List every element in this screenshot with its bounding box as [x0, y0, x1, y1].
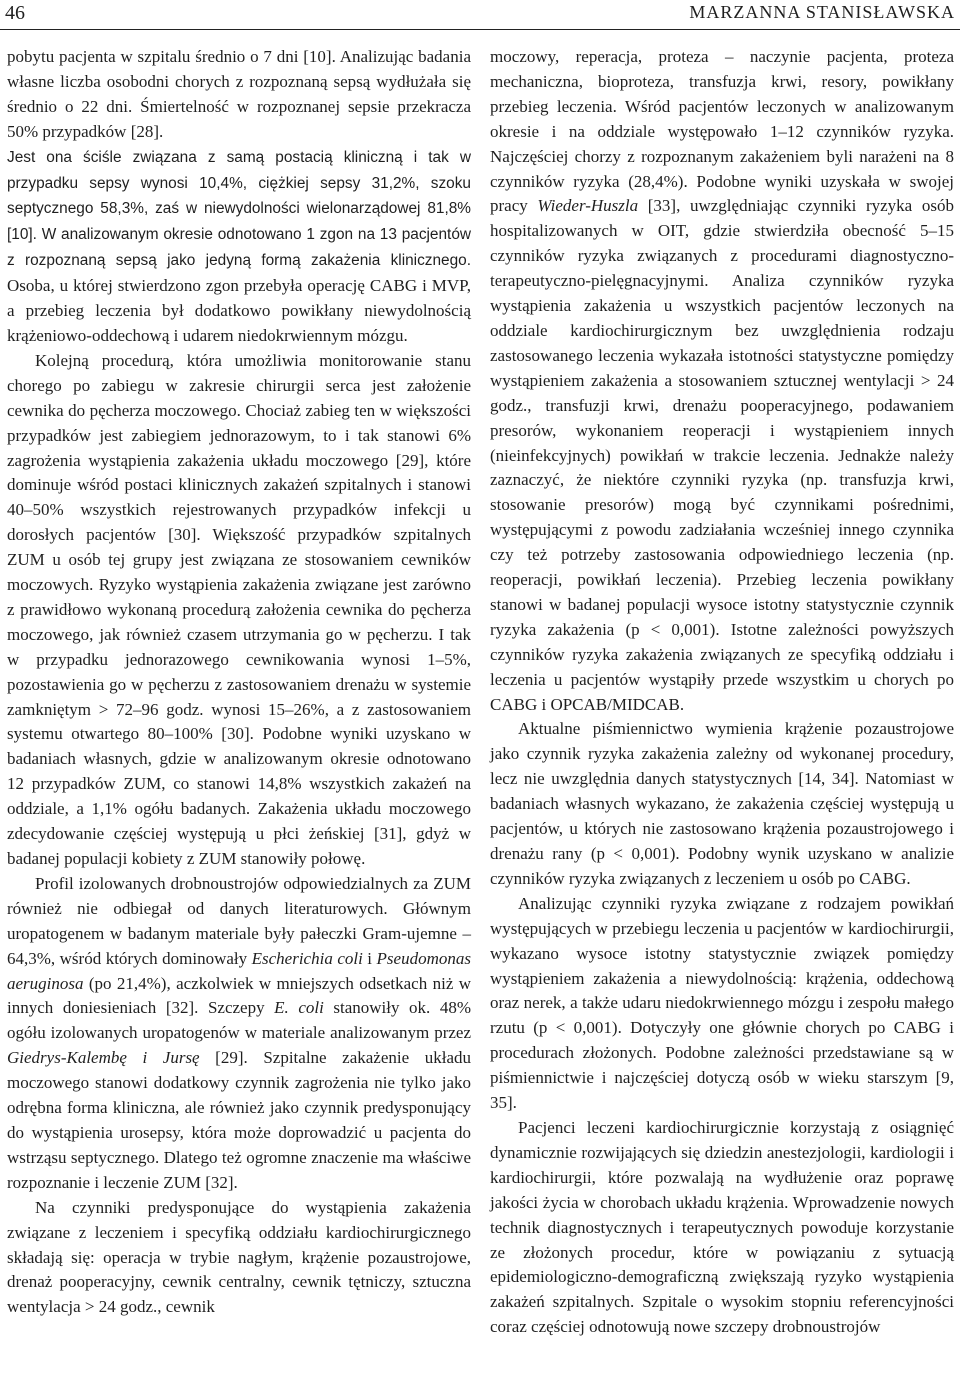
- left-column: [7, 45, 471, 1320]
- author-name: Giedrys-Kalembę i Jursę: [7, 1048, 200, 1068]
- sans-text: Jest ona ściśle związana z samą postacią kliniczną i tak w przypadku sepsy wynosi 10,4%, ciężkiej sepsy 31,2%, szoku septycznego 58,3%, zaś w niewydolności wielonarządowej 81,8% [10]. W analizowanym okresie odnotowano 1 zgon na 13 pacjentów z rozpoznaną sepsą jako jedyną formą zakażenia klinicznego.: [7, 148, 471, 270]
- paragraph: Pacjenci leczeni kardiochirurgicznie korzystają z osiągnięć dynamicznie rozwijających się dziedzin anestezjologii, kardiologii i kardiochirurgii, które pozwalają na wydłużenie oraz poprawę jakości życia w chorobach układu krążenia. Wprowadzenie nowych technik diagnostycznych i terapeutycznych powoduje korzystanie ze złożonych procedur, które w powiązaniu z sytuacją epidemiologiczno-demograficzną zwiększają ryzyko wystąpienia zakażeń szpitalnych. Szpitale o wysokim stopniu referencyjności coraz częściej odnotowują nowe szczepy drobnoustrojów: [490, 1117, 954, 1337]
- paragraph: Profil izolowanych drobnoustrojów odpowiedzialnych za ZUM również nie odbiegał od danych literaturowych. Głównym uropatogenem w badanym materiale były pałeczki Gram-ujemne – 64,3%, wśród których dominowały Escherichia coli i Pseudomonas aeruginosa (po 21,4%), aczkolwiek w mniejszych odsetkach niż w innych doniesieniach [32]. Szczepy E. coli stanowiły ok. 48% ogółu izolowanych uropatogenów w materiale analizowanym przez Giedrys-Kalembę i Jursę [29]. Szpitalne zakażenie układu moczowego stanowi dodatkowy czynnik zagrożenia nie tylko jako odrębna forma kliniczna, ale również jako czynnik predysponujący do wystąpienia urosepsy, która może doprowadzić u pacjenta do wstrząsu septycznego. Dlatego też ogromne znaczenie ma właściwe rozpoznanie i leczenie ZUM [32].: [7, 873, 471, 1192]
- right-column: [490, 45, 954, 1340]
- paragraph: Analizując czynniki ryzyka związane z rodzajem powikłań występujących w przebiegu leczenia u pacjentów w kardiochirurgii, wykazano wysoce istotny statystycznie związek pomiędzy wystąpieniem zakażenia a niewydolnością: krążenia, oddechową oraz nerek, a także udaru niedokrwiennego mózgu i zespołu małego rzutu (p < 0,001). Dotyczyły one głównie chorych po CABG i procedurach złożonych. Podobne zależności przedstawiane są w piśmiennictwie i najczęściej dotyczą osób w wieku starszym [9, 35].: [490, 893, 954, 1113]
- paragraph: moczowy, reperacja, proteza – naczynie pacjenta, proteza mechaniczna, bioproteza, transfuzja krwi, resory, powikłany przebieg leczenia. Wśród pacjentów leczonych w analizowanym okresie i na oddziale występowało 1–12 czynników ryzyka. Najczęściej chorzy z rozpoznanym zakażeniem byli narażeni na 8 czynników ryzyka (28,4%). Podobne wyniki uzyskała w swojej pracy Wieder-Huszla [33], uwzględniając czynniki ryzyka osób hospitalizowanych w OIT, gdzie stwierdziła obecność 5–15 czynników ryzyka związanych z procedurami diagnostyczno-terapeutyczno-pielęgnacyjnymi. Analiza czynników ryzyka wystąpienia zakażenia u wszystkich pacjentów leczonych na oddziale kardiochirurgicznym bez uwzględnienia rodzaju zastosowanego leczenia wykazała istotności statystyczne pomiędzy wystąpieniem zakażenia a stosowaniem sztucznej wentylacji > 24 godz., transfuzji krwi, drenażu pooperacyjnego, podawaniem presorów, wykonaniem reoperacji i wystąpieniem innych (nieinfekcyjnych) powikłań w trakcie leczenia. Jednakże należy zaznaczyć, że niektóre czynniki ryzyka (np. transfuzja krwi, stosowanie presorów) mogą być czynnikami pośrednimi, występującymi z powodu zadziałania wcześniej innego czynnika czy też potrzeby zastosowania odpowiedniego leczenia (np. reoperacji, powikłań leczenia). Przebieg leczenia powikłany stanowi w badanej populacji wysoce istotny statystycznie czynnik ryzyka zakażenia (p < 0,001). Istotne zależności powyższych czynników ryzyka zakażenia związanych ze specyfiką oddziału i leczenia u pacjentów wystąpiły przede wszystkim u chorych po CABG i OPCAB/MIDCAB.: [490, 47, 954, 714]
- header-rule: [0, 29, 960, 30]
- running-head-author: MARZANNA STANISŁAWSKA: [689, 2, 955, 22]
- running-header: [0, 0, 960, 36]
- species-name: Pseudomonas aeruginosa: [7, 948, 471, 993]
- page-number: 46: [5, 2, 25, 24]
- species-name: E. coli: [274, 998, 324, 1018]
- paragraph: Na czynniki predysponujące do wystąpienia zakażenia związane z leczeniem i specyfiką oddziału kardiochirurgicznego składają się: operacja w trybie nagłym, krążenie pozaustrojowe, drenaż pooperacyjny, cewnik centralny, cewnik tętniczy, sztuczna wentylacja > 24 godz., cewnik: [7, 1197, 471, 1317]
- paragraph: Aktualne piśmiennictwo wymienia krążenie pozaustrojowe jako czynnik ryzyka zakażenia zależny od wykonanej procedury, lecz nie uwzględnia danych statystycznych [14, 34]. Natomiast w badaniach własnych wykazano, że zakażenia częściej występują u pacjentów, u których nie zastosowano krążenia pozaustrojowego i drenażu rany (p < 0,001). Podobny wynik uzyskano w analizie czynników ryzyka związanych z leczeniem u osób po CABG.: [490, 719, 954, 888]
- paragraph: Kolejną procedurą, która umożliwia monitorowanie stanu chorego po zabiegu w zakresie chirurgii serca jest założenie cewnika do pęcherza moczowego. Chociaż zabieg ten w większości przypadków jest zabiegiem jednorazowym, to i tak stanowi 6% zagrożenia wystąpienia zakażenia układu moczowego [29], które dominuje wśród postaci klinicznych zakażeń szpitalnych i stanowi 40–50% wszystkich rejestrowanych przypadków infekcji u dorosłych pacjentów [30]. Większość przypadków szpitalnych ZUM u osób tej grupy jest związana ze stosowaniem cewników moczowych. Ryzyko wystąpienia zakażenia związane jest zarówno z prawidłowo wykonaną procedurą założenia cewnika do pęcherza moczowego, jak również czasem utrzymania go w pęcherzu. I tak w przypadku jednorazowego cewnikowania wynosi 1–5%, pozostawienia go w pęcherzu z zastosowaniem drenażu w systemie zamkniętym > 72–96 godz. wynosi 15–26%, a z zastosowaniem systemu otwartego 80–100% [30]. Podobne wyniki uzyskano w badaniach własnych, gdzie w analizowanym okresie odnotowano 12 przypadków ZUM, co stanowi 14,8% wszystkich zakażeń na oddziale, a 1,1% ogółu badanych. Zakażenia układu moczowego zdecydowanie częściej występują u płci żeńskiej [31], gdyż w badanej populacji kobiety z ZUM stanowiły połowę.: [7, 350, 471, 868]
- species-name: Escherichia coli: [251, 948, 363, 968]
- author-name: Wieder-Huszla: [537, 196, 639, 216]
- paragraph: pobytu pacjenta w szpitalu średnio o 7 dni [10]. Analizując badania własne liczba osobodni chorych z rozpoznaną sepsą wydłużała się średnio o 22 dni. Śmiertelność w rozpoznanej sepsie przekracza 50% przypadków [28]. Jest ona ściśle związana z samą postacią kliniczną i tak w przypadku sepsy wynosi 10,4%, ciężkiej sepsy 31,2%, szoku septycznego 58,3%, zaś w niewydolności wielonarządowej 81,8% [10]. W analizowanym okresie odnotowano 1 zgon na 13 pacjentów z rozpoznaną sepsą jako jedyną formą zakażenia klinicznego. Osoba, u której stwierdzono zgon przebyła operację CABG i MVP, a przebieg leczenia był dodatkowo powikłany niewydolnością krążeniowo-oddechową i udarem niedokrwiennym mózgu.: [7, 47, 471, 345]
